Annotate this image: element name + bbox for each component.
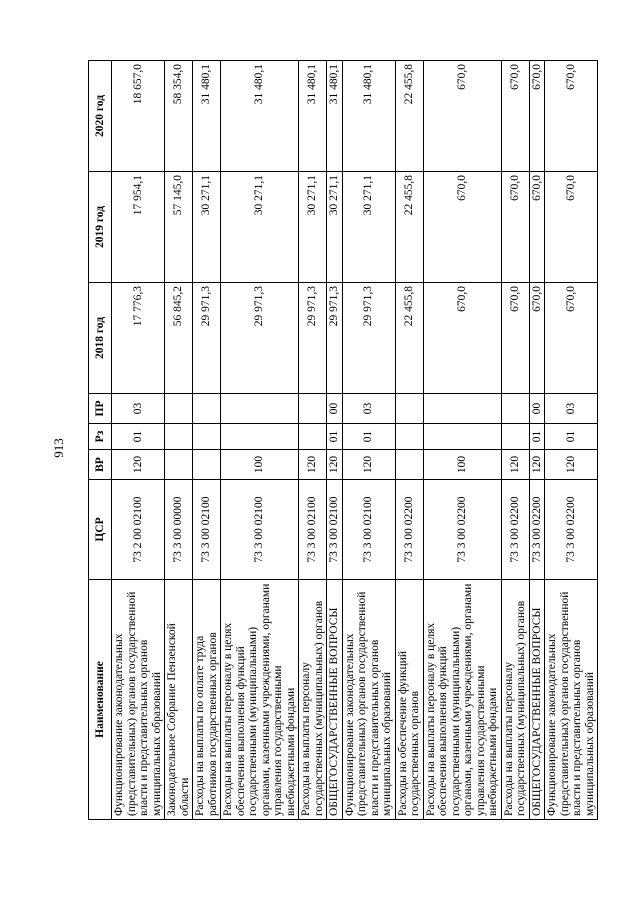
cell-pr: 03: [545, 394, 598, 424]
cell-csr: 73 3 00 02100: [342, 480, 395, 580]
cell-csr: 73 3 00 02100: [221, 480, 299, 580]
cell-rz: [221, 424, 299, 450]
cell-name: Функционирование законодательных (представительных) органов государственной власти и представительных органов муниципальных образований: [112, 580, 165, 820]
cell-csr: 73 3 00 02100: [299, 480, 327, 580]
cell-2018: 29 971,3: [299, 283, 327, 394]
cell-pr: [299, 394, 327, 424]
cell-rz: [193, 424, 221, 450]
cell-vr: 120: [327, 450, 343, 480]
cell-2018: 670,0: [529, 283, 545, 394]
rotated-table-container: [88, 60, 608, 820]
cell-pr: [193, 394, 221, 424]
cell-name: Расходы на выплаты персоналу в целях обеспечения выполнения функций государственными (муниципальными) органами, казенными учреждениями, органами управления государственными внебюджетными фондами: [221, 580, 299, 820]
cell-2019: 17 954,1: [112, 172, 165, 283]
cell-csr: 73 3 00 02200: [395, 480, 423, 580]
header-2020: 2020 год: [89, 61, 112, 172]
table-row: [342, 61, 395, 820]
cell-csr: 73 3 00 02100: [327, 480, 343, 580]
cell-2018: 670,0: [545, 283, 598, 394]
table-row: [327, 61, 343, 820]
cell-rz: 01: [112, 424, 165, 450]
cell-2019: 57 145,0: [165, 172, 193, 283]
cell-2020: 31 480,1: [221, 61, 299, 172]
cell-name: Расходы на выплаты персоналу в целях обеспечения выполнения функций государственными (муниципальными) органами, казенными учреждениями, органами управления государственными внебюджетными фондами: [423, 580, 501, 820]
cell-rz: [501, 424, 529, 450]
cell-vr: 120: [501, 450, 529, 480]
cell-2020: 670,0: [423, 61, 501, 172]
cell-rz: [165, 424, 193, 450]
cell-name: ОБЩЕГОСУДАРСТВЕННЫЕ ВОПРОСЫ: [327, 580, 343, 820]
cell-2018: 22 455,8: [395, 283, 423, 394]
header-csr: ЦСР: [89, 480, 112, 580]
cell-rz: 01: [529, 424, 545, 450]
cell-rz: 01: [545, 424, 598, 450]
header-2018: 2018 год: [89, 283, 112, 394]
cell-vr: 120: [529, 450, 545, 480]
header-pr: ПР: [89, 394, 112, 424]
cell-name: Расходы на выплаты по оплате труда работников государственных органов: [193, 580, 221, 820]
cell-2020: 670,0: [545, 61, 598, 172]
cell-vr: [193, 450, 221, 480]
cell-2019: 22 455,8: [395, 172, 423, 283]
table-body: [112, 61, 598, 820]
cell-csr: 73 2 00 02100: [112, 480, 165, 580]
cell-2019: 30 271,1: [193, 172, 221, 283]
cell-pr: 03: [112, 394, 165, 424]
table-row: [395, 61, 423, 820]
page-number: 913: [51, 438, 66, 458]
cell-2020: 22 455,8: [395, 61, 423, 172]
table-row: [165, 61, 193, 820]
cell-pr: [501, 394, 529, 424]
cell-name: Расходы на выплаты персоналу государственных (муниципальных) органов: [501, 580, 529, 820]
cell-2018: 29 971,3: [327, 283, 343, 394]
cell-name: ОБЩЕГОСУДАРСТВЕННЫЕ ВОПРОСЫ: [529, 580, 545, 820]
cell-vr: 120: [112, 450, 165, 480]
cell-2019: 670,0: [423, 172, 501, 283]
cell-rz: [299, 424, 327, 450]
cell-pr: [165, 394, 193, 424]
cell-rz: 01: [342, 424, 395, 450]
header-name: Наименование: [89, 580, 112, 820]
cell-pr: 00: [327, 394, 343, 424]
cell-2019: 670,0: [501, 172, 529, 283]
cell-csr: 73 3 00 02200: [545, 480, 598, 580]
header-2019: 2019 год: [89, 172, 112, 283]
cell-name: Законодательное Собрание Пензенской области: [165, 580, 193, 820]
table-row: [221, 61, 299, 820]
cell-2019: 30 271,1: [221, 172, 299, 283]
cell-name: Функционирование законодательных (представительных) органов государственной власти и представительных органов муниципальных образований: [545, 580, 598, 820]
cell-2019: 670,0: [529, 172, 545, 283]
cell-2019: 30 271,1: [342, 172, 395, 283]
cell-csr: 73 3 00 02100: [193, 480, 221, 580]
cell-name: Расходы на обеспечение функций государственных органов: [395, 580, 423, 820]
table-row: [112, 61, 165, 820]
cell-2018: 29 971,3: [221, 283, 299, 394]
cell-2018: 29 971,3: [193, 283, 221, 394]
table-row: [501, 61, 529, 820]
cell-vr: 100: [423, 450, 501, 480]
cell-2020: 670,0: [501, 61, 529, 172]
cell-2018: 17 776,3: [112, 283, 165, 394]
cell-pr: [395, 394, 423, 424]
cell-name: Функционирование законодательных (представительных) органов государственной власти и представительных органов муниципальных образований: [342, 580, 395, 820]
cell-name: Расходы на выплаты персоналу государственных (муниципальных) органов: [299, 580, 327, 820]
cell-pr: [423, 394, 501, 424]
cell-2018: 670,0: [423, 283, 501, 394]
cell-vr: [165, 450, 193, 480]
cell-csr: 73 3 00 02200: [501, 480, 529, 580]
cell-rz: [423, 424, 501, 450]
cell-vr: 100: [221, 450, 299, 480]
cell-rz: 01: [327, 424, 343, 450]
cell-vr: 120: [299, 450, 327, 480]
header-rz: Рз: [89, 424, 112, 450]
cell-2020: 31 480,1: [342, 61, 395, 172]
cell-pr: 03: [342, 394, 395, 424]
table-row: [299, 61, 327, 820]
cell-vr: 120: [545, 450, 598, 480]
header-vr: ВР: [89, 450, 112, 480]
cell-csr: 73 3 00 02200: [423, 480, 501, 580]
cell-2019: 30 271,1: [299, 172, 327, 283]
cell-2018: 29 971,3: [342, 283, 395, 394]
cell-pr: [221, 394, 299, 424]
budget-table: [88, 60, 598, 820]
table-row: [193, 61, 221, 820]
cell-rz: [395, 424, 423, 450]
table-row: [423, 61, 501, 820]
cell-vr: [395, 450, 423, 480]
cell-2018: 670,0: [501, 283, 529, 394]
cell-2019: 30 271,1: [327, 172, 343, 283]
cell-2020: 31 480,1: [299, 61, 327, 172]
cell-csr: 73 3 00 02200: [529, 480, 545, 580]
cell-2019: 670,0: [545, 172, 598, 283]
cell-pr: 00: [529, 394, 545, 424]
cell-csr: 73 3 00 00000: [165, 480, 193, 580]
table-header-row: [89, 61, 112, 820]
cell-2020: 31 480,1: [193, 61, 221, 172]
table-row: [529, 61, 545, 820]
table-row: [545, 61, 598, 820]
cell-2020: 58 354,0: [165, 61, 193, 172]
cell-2020: 670,0: [529, 61, 545, 172]
cell-2020: 18 657,0: [112, 61, 165, 172]
cell-vr: 120: [342, 450, 395, 480]
cell-2020: 31 480,1: [327, 61, 343, 172]
cell-2018: 56 845,2: [165, 283, 193, 394]
